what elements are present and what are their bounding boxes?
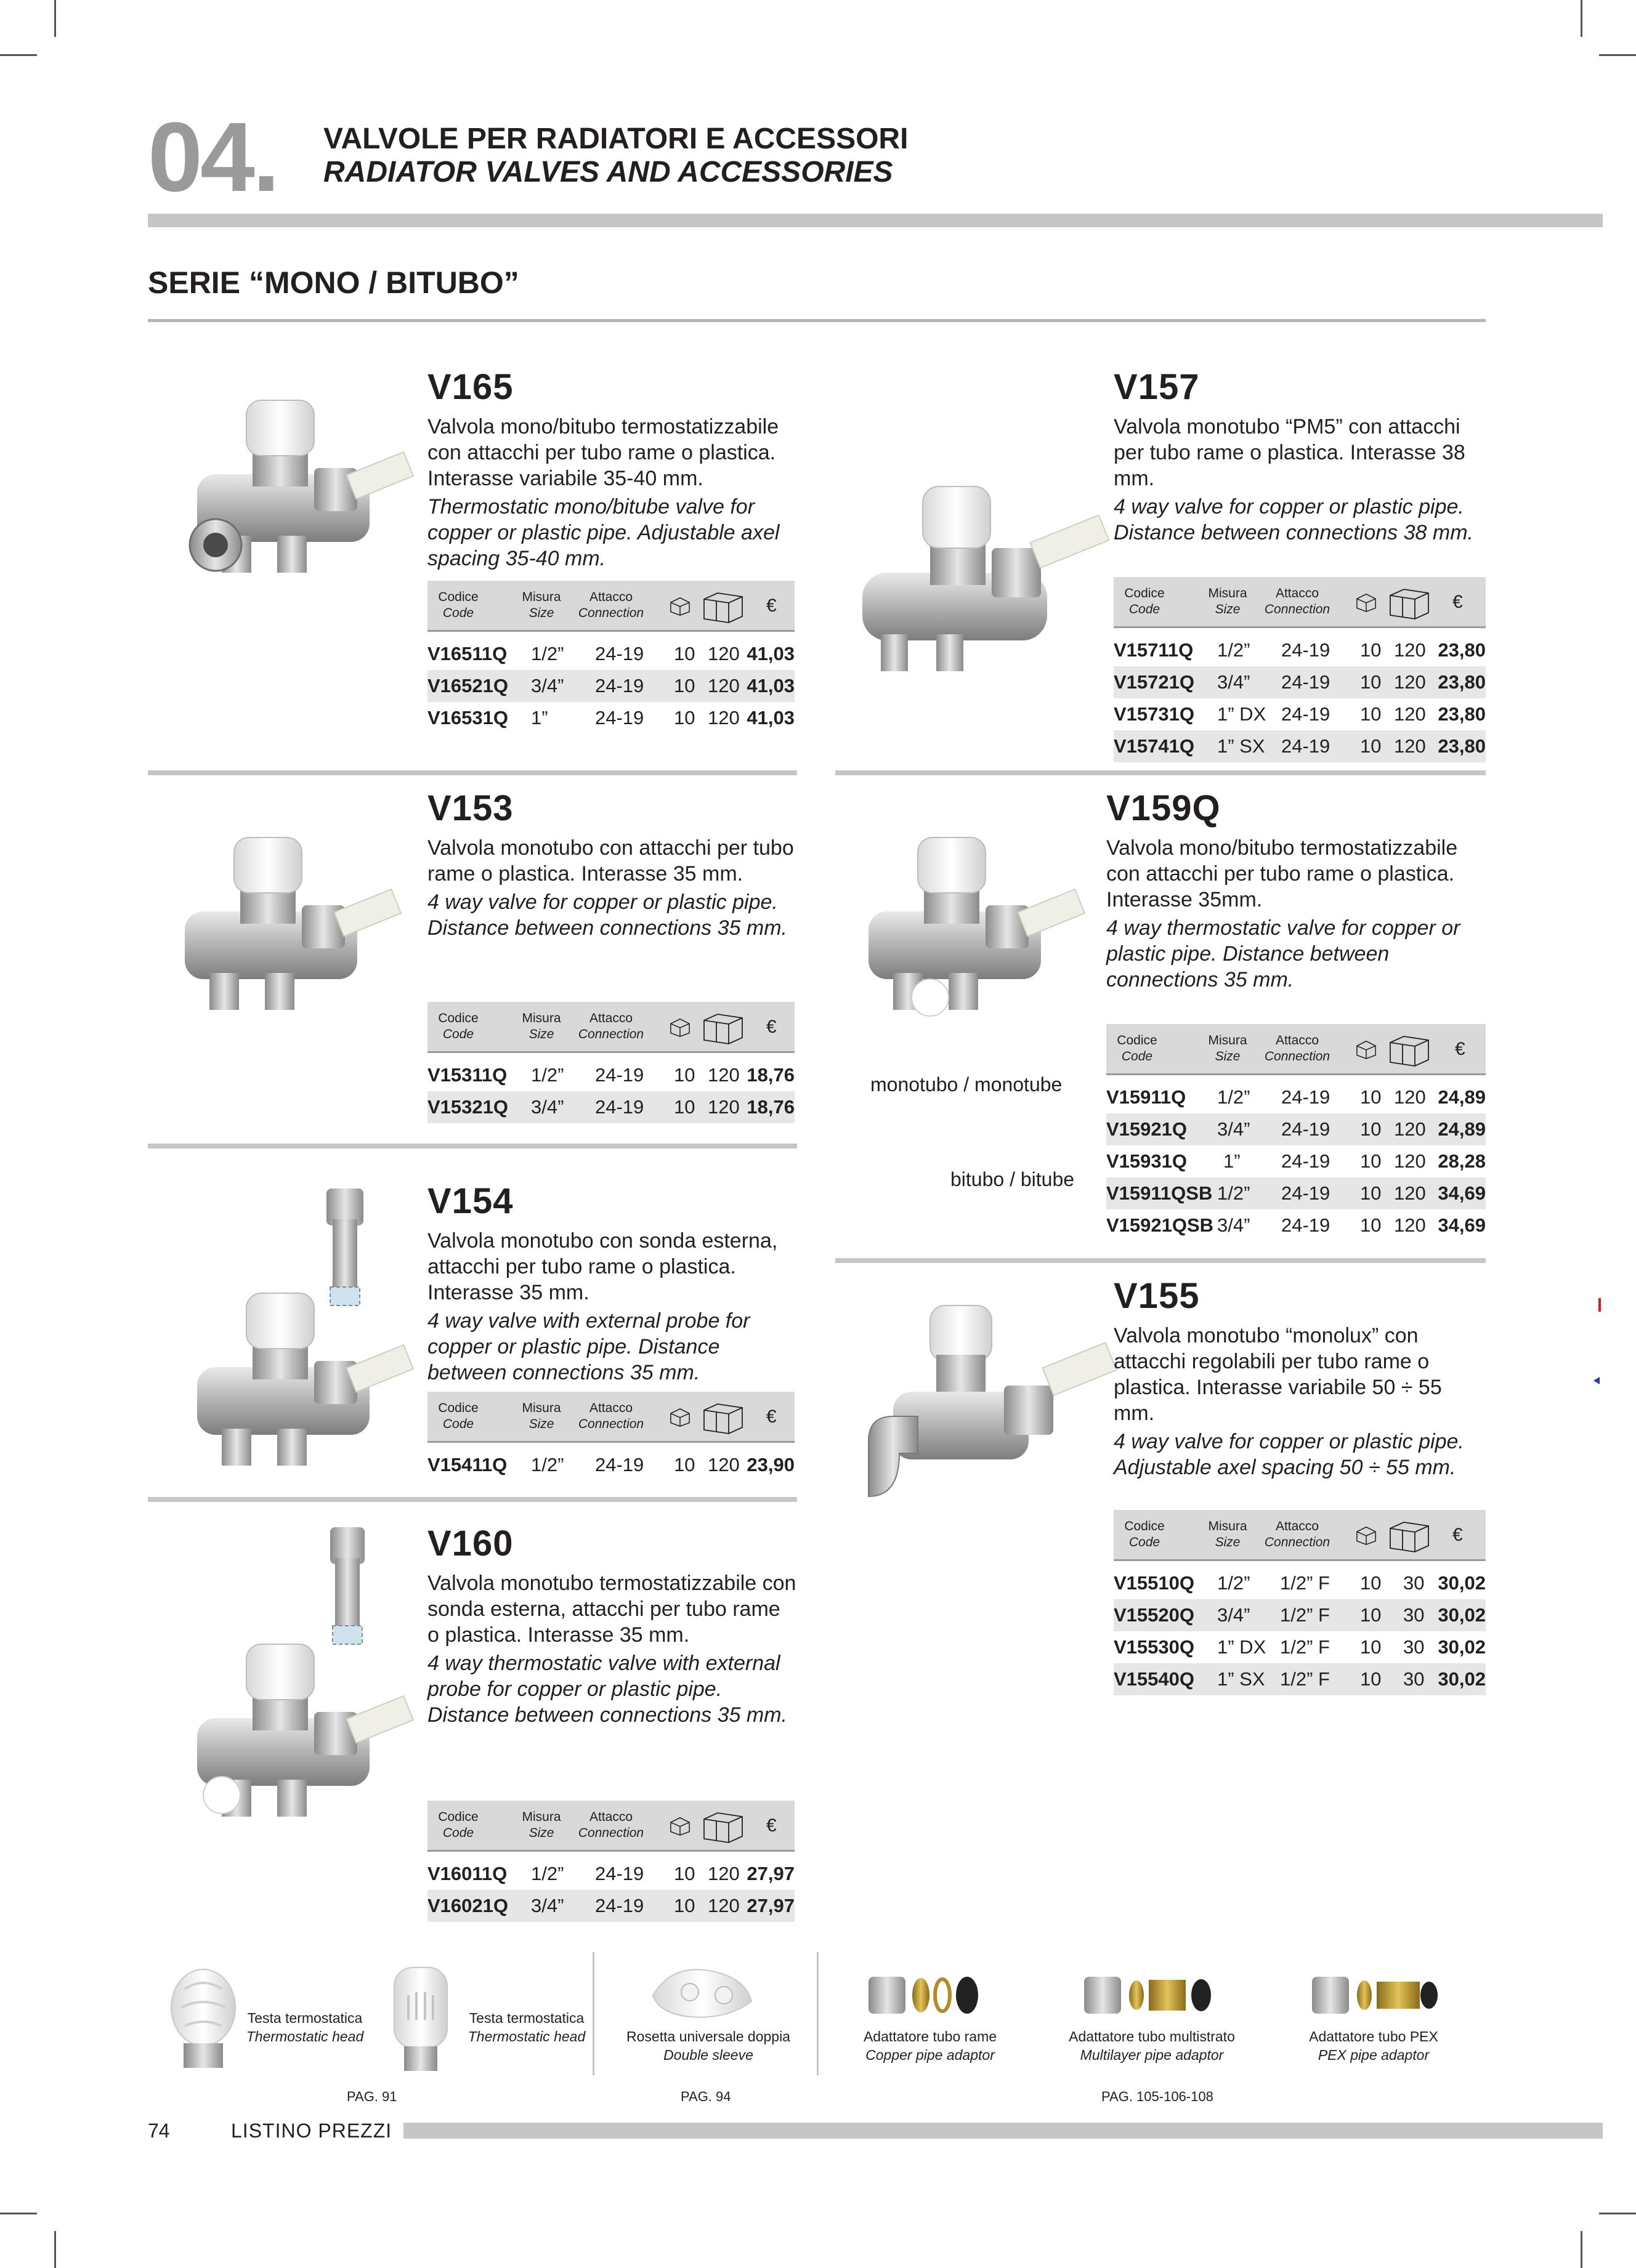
bitube-label: bitubo / bitube (950, 1168, 1075, 1190)
table-header (427, 1801, 795, 1852)
crop-mark (0, 2213, 37, 2214)
description-en: 4 way valve for copper or plastic pipe. Distance between connections 38 mm. (1114, 495, 1473, 544)
page-reference: PAG. 105-106-108 (1101, 2089, 1213, 2104)
col-code: Codice Code (438, 1011, 479, 1041)
product-v154 (427, 1181, 797, 1386)
col-connection: Attacco Connection (578, 1011, 644, 1041)
accessory-label: Adattatore tubo multistrato Multilayer pipe adaptor (1069, 2028, 1235, 2063)
crop-mark (1581, 0, 1582, 37)
v165-product-image (185, 394, 443, 603)
v157-product-image (850, 474, 1121, 696)
col-connection: Attacco Connection (1264, 1519, 1330, 1549)
price-table-v157 (1114, 577, 1486, 762)
section-rule (835, 1258, 1486, 1263)
table-row: V15931Q 1” 24-19 10 120 28,28 (1106, 1150, 1486, 1172)
table-row: V15530Q 1” DX 1/2” F 10 30 30,02 (1114, 1636, 1486, 1658)
table-row: V15711Q 1/2” 24-19 10 120 23,80 (1114, 639, 1486, 661)
table-row: V15921QSB 3/4” 24-19 10 120 34,69 (1106, 1214, 1486, 1236)
product-code: V160 (427, 1523, 514, 1564)
accessory-separator (593, 1952, 594, 2075)
thermostatic-head-image (166, 1964, 240, 2075)
page-reference: PAG. 91 (347, 2089, 397, 2104)
price-table-v153 (427, 1002, 795, 1123)
v159q-product-image (856, 831, 1115, 1041)
package-icon (669, 1017, 691, 1038)
description-it: Valvola monotubo con sonda esterna, attacchi per tubo rame o plastica. Interasse 35 mm. (427, 1229, 778, 1304)
price-table-v159q (1106, 1024, 1486, 1241)
table-header (427, 1392, 795, 1443)
accessory-label: Testa termostatica Thermostatic head (246, 2010, 364, 2044)
package-icon (669, 1406, 691, 1427)
v153-product-image (172, 831, 431, 1041)
product-code: V165 (427, 367, 514, 407)
double-sleeve-image (647, 1958, 758, 2026)
pex-pipe-adaptor-image (1306, 1958, 1448, 2026)
table-row: V15311Q 1/2” 24-19 10 120 18,76 (427, 1064, 795, 1086)
table-header (1114, 577, 1486, 628)
package-icon (1355, 1039, 1377, 1060)
table-row: V16521Q 3/4” 24-19 10 120 41,03 (427, 670, 795, 702)
carton-icon (703, 589, 743, 624)
price-table-v154 (427, 1392, 795, 1481)
price-table-v155 (1114, 1510, 1486, 1695)
product-v160 (427, 1523, 797, 1728)
description-it: Valvola monotubo con attacchi per tubo rame o plastica. Interasse 35 mm. (427, 836, 794, 886)
section-rule (835, 770, 1486, 775)
package-icon (1355, 1525, 1377, 1546)
footer-bar (403, 2123, 1603, 2139)
table-row: V15741Q 1” SX 24-19 10 120 23,80 (1114, 730, 1486, 762)
description-it: Valvola monotubo termostatizzabile con sonda esterna, attacchi per tubo rame o plastica. Interasse 35 mm. (427, 1572, 796, 1647)
carton-icon (703, 1011, 743, 1045)
product-code: V154 (427, 1181, 514, 1221)
euro-icon: € (766, 1815, 777, 1836)
table-row: V15721Q 3/4” 24-19 10 120 23,80 (1114, 666, 1486, 698)
section-rule (148, 1144, 797, 1148)
thermostatic-head-image (387, 1961, 455, 2075)
series-title: SERIE “MONO / BITUBO” (148, 265, 519, 300)
chapter-title-it: VALVOLE PER RADIATORI E ACCESSORI (323, 123, 909, 155)
carton-icon (1389, 586, 1430, 620)
col-size: Misura Size (1208, 1519, 1247, 1549)
description-en: 4 way valve for copper or plastic pipe. Adjustable axel spacing 50 ÷ 55 mm. (1114, 1430, 1464, 1479)
footer-label: LISTINO PREZZI (231, 2120, 392, 2142)
table-row: V15911QSB 1/2” 24-19 10 120 34,69 (1106, 1177, 1486, 1209)
header-bar (148, 214, 1603, 227)
table-row: V16531Q 1” 24-19 10 120 41,03 (427, 707, 795, 728)
col-code: Codice Code (1124, 586, 1165, 616)
package-icon (1355, 592, 1377, 613)
accessory-label: Rosetta universale doppia Double sleeve (626, 2028, 790, 2063)
description-it: Valvola mono/bitubo termostatizzabile con attacchi per tubo rame o plastica. Interasse variabile 35-40 mm. (427, 415, 779, 490)
description-en: 4 way thermostatic valve for copper or plastic pipe. Distance between connections 35 mm. (1106, 916, 1460, 991)
product-v153 (427, 788, 797, 941)
table-header (1106, 1024, 1486, 1075)
v154-product-image (185, 1182, 431, 1490)
carton-icon (703, 1400, 743, 1435)
crop-mark (1581, 2231, 1582, 2268)
margin-mark (1598, 1298, 1601, 1312)
table-row: V16011Q 1/2” 24-19 10 120 27,97 (427, 1863, 795, 1884)
accessory-label: Testa termostatica Thermostatic head (468, 2010, 586, 2044)
table-row: V15510Q 1/2” 1/2” F 10 30 30,02 (1114, 1572, 1486, 1594)
col-size: Misura Size (522, 1810, 561, 1840)
table-row: V15731Q 1” DX 24-19 10 120 23,80 (1114, 703, 1486, 725)
col-size: Misura Size (522, 1011, 561, 1041)
description-it: Valvola monotubo “monolux” con attacchi regolabili per tubo rame o plastica. Interasse variabile 50 ÷ 55 mm. (1114, 1324, 1442, 1425)
product-code: V153 (427, 788, 514, 828)
section-rule (148, 770, 797, 775)
description-en: 4 way valve for copper or plastic pipe. Distance between connections 35 mm. (427, 890, 787, 940)
table-row: V16021Q 3/4” 24-19 10 120 27,97 (427, 1890, 795, 1922)
multilayer-pipe-adaptor-image (1078, 1958, 1220, 2026)
col-size: Misura Size (522, 590, 561, 620)
euro-icon: € (766, 1406, 777, 1427)
crop-mark (1599, 2213, 1636, 2214)
product-code: V155 (1114, 1276, 1200, 1316)
carton-icon (1389, 1519, 1430, 1553)
table-row: V16511Q 1/2” 24-19 10 120 41,03 (427, 643, 795, 664)
monotube-label: monotubo / monotube (870, 1073, 1063, 1096)
page-reference: PAG. 94 (681, 2089, 731, 2104)
description-en: 4 way valve with external probe for copper or plastic pipe. Distance between connections 35 mm. (427, 1309, 750, 1384)
product-v165 (427, 369, 797, 571)
price-table-v165 (427, 581, 795, 734)
col-code: Codice Code (1117, 1033, 1157, 1063)
product-v159q (1106, 788, 1486, 993)
crop-mark (0, 54, 37, 56)
col-code: Codice Code (438, 590, 479, 620)
table-row: V15911Q 1/2” 24-19 10 120 24,89 (1106, 1086, 1486, 1108)
euro-icon: € (766, 1017, 777, 1037)
accessory-label: Adattatore tubo PEX PEX pipe adaptor (1309, 2028, 1438, 2063)
product-v157 (1114, 369, 1486, 546)
col-code: Codice Code (1124, 1519, 1165, 1549)
table-row: V15540Q 1” SX 1/2” F 10 30 30,02 (1114, 1663, 1486, 1695)
table-row: V15321Q 3/4” 24-19 10 120 18,76 (427, 1091, 795, 1123)
table-row: V15411Q 1/2” 24-19 10 120 23,90 (427, 1454, 795, 1475)
description-en: 4 way thermostatic valve with external probe for copper or plastic pipe. Distance between connections 35 mm. (427, 1652, 787, 1727)
v160-product-image (185, 1521, 431, 1841)
col-code: Codice Code (438, 1401, 479, 1431)
crop-mark (1599, 54, 1636, 56)
col-connection: Attacco Connection (578, 1810, 644, 1840)
margin-mark-arrow (1593, 1377, 1600, 1384)
table-row: V15921Q 3/4” 24-19 10 120 24,89 (1106, 1113, 1486, 1145)
col-code: Codice Code (438, 1810, 479, 1840)
page-number: 74 (148, 2120, 170, 2142)
table-header (427, 581, 795, 632)
accessory-label: Adattatore tubo rame Copper pipe adaptor (863, 2028, 997, 2063)
product-code: V159Q (1106, 788, 1221, 828)
col-size: Misura Size (522, 1401, 561, 1431)
crop-mark (54, 0, 56, 37)
v155-product-image (856, 1293, 1121, 1515)
description-en: Thermostatic mono/bitube valve for copper or plastic pipe. Adjustable axel spacing 35-40 mm. (427, 495, 780, 570)
col-connection: Attacco Connection (1264, 1033, 1330, 1063)
euro-icon: € (1452, 1525, 1463, 1545)
col-connection: Attacco Connection (578, 590, 644, 620)
euro-icon: € (766, 595, 777, 616)
chapter-number: 04. (148, 102, 278, 212)
col-size: Misura Size (1208, 586, 1247, 616)
col-size: Misura Size (1208, 1033, 1247, 1063)
accessory-separator (817, 1952, 819, 2075)
table-header (427, 1002, 795, 1053)
copper-pipe-adaptor-image (862, 1958, 998, 2026)
description-it: Valvola monotubo “PM5” con attacchi per tubo rame o plastica. Interasse 38 mm. (1114, 415, 1465, 490)
carton-icon (703, 1809, 743, 1844)
crop-mark (54, 2231, 56, 2268)
carton-icon (1389, 1033, 1430, 1067)
col-connection: Attacco Connection (1264, 586, 1330, 616)
description-it: Valvola mono/bitubo termostatizzabile con attacchi per tubo rame o plastica. Interasse 35mm. (1106, 836, 1458, 911)
package-icon (669, 595, 691, 616)
chapter-title-en: RADIATOR VALVES AND ACCESSORIES (323, 156, 893, 188)
section-rule (148, 1497, 797, 1502)
price-table-v160 (427, 1801, 795, 1922)
col-connection: Attacco Connection (578, 1401, 644, 1431)
product-v155 (1114, 1278, 1486, 1480)
package-icon (669, 1815, 691, 1836)
table-row: V15520Q 3/4” 1/2” F 10 30 30,02 (1114, 1599, 1486, 1631)
series-rule (148, 319, 1486, 322)
table-header (1114, 1510, 1486, 1561)
euro-icon: € (1452, 592, 1463, 612)
euro-icon: € (1455, 1039, 1465, 1059)
product-code: V157 (1114, 367, 1200, 407)
